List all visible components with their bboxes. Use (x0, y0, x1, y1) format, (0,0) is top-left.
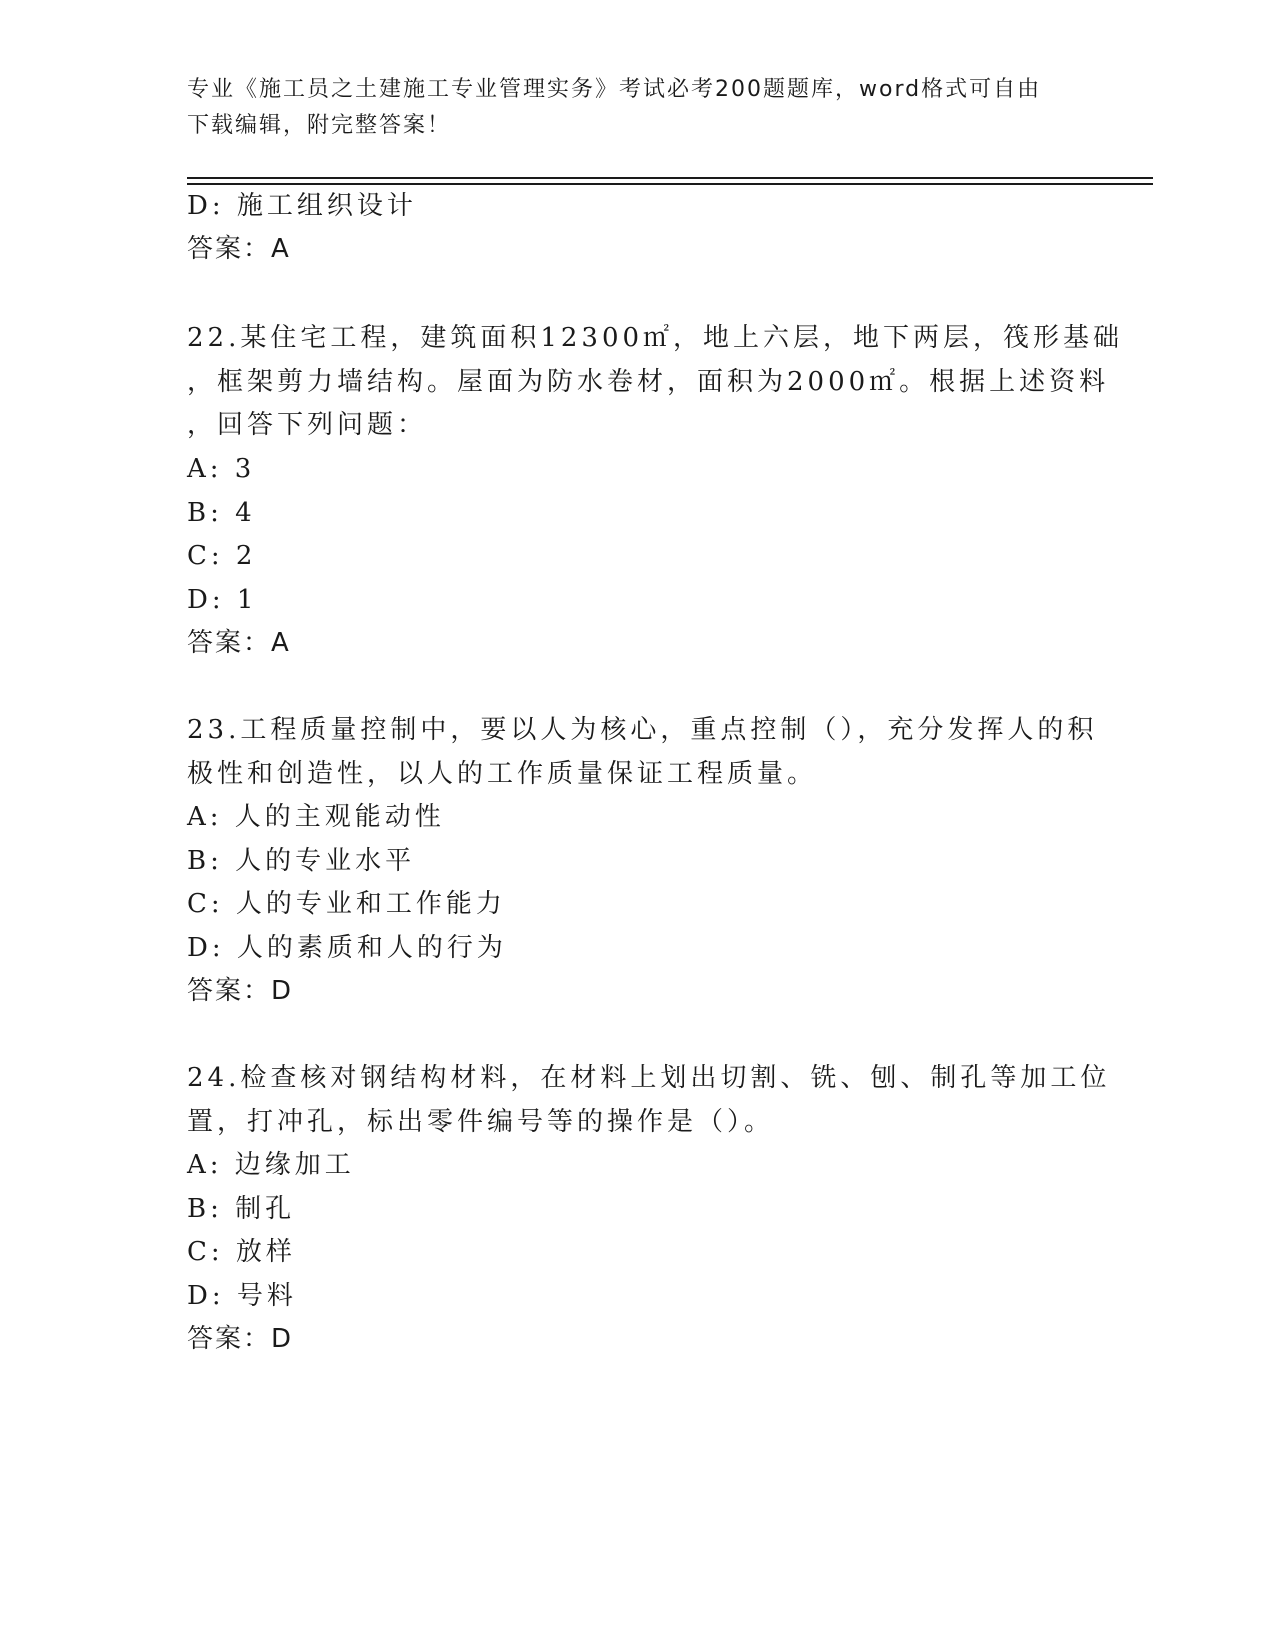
q22-stem-line-1: 22.某住宅工程，建筑面积12300㎡，地上六层，地下两层，筏形基础 (187, 323, 1124, 353)
q21-option-d: D: 施工组织设计 (187, 191, 417, 221)
q24-option-a: A: 边缘加工 (187, 1150, 355, 1180)
header-line-1: 专业《施工员之土建施工专业管理实务》考试必考200题题库，word格式可自由 (187, 77, 1042, 102)
q24-answer: 答案：D (187, 1324, 294, 1354)
q24-stem-line-2: 置，打冲孔，标出零件编号等的操作是（）。 (187, 1107, 775, 1137)
q23-option-c: C: 人的专业和工作能力 (187, 889, 506, 919)
q24-stem-line-1: 24.检查核对钢结构材料，在材料上划出切割、铣、刨、制孔等加工位 (187, 1063, 1111, 1093)
q22-option-a: A: 3 (187, 454, 256, 484)
q24-option-c: C: 放样 (187, 1237, 296, 1267)
q22-stem-line-3: ，回答下列问题： (187, 410, 428, 440)
q22-answer: 答案：A (187, 628, 291, 658)
q22-option-d: D: 1 (187, 585, 258, 615)
q24-option-b: B: 制孔 (187, 1194, 296, 1224)
header-line-2: 下载编辑，附完整答案！ (187, 113, 452, 138)
q23-option-b: B: 人的专业水平 (187, 846, 416, 876)
header-divider-bottom (187, 183, 1153, 185)
q24-option-d: D: 号料 (187, 1281, 297, 1311)
header-divider-top (187, 177, 1153, 179)
q21-answer: 答案：A (187, 234, 291, 264)
q22-option-c: C: 2 (187, 541, 257, 571)
q22-stem-line-2: ，框架剪力墙结构。屋面为防水卷材，面积为2000㎡。根据上述资料 (187, 367, 1110, 397)
q23-option-d: D: 人的素质和人的行为 (187, 933, 507, 963)
q23-stem-line-1: 23.工程质量控制中，要以人为核心，重点控制（），充分发挥人的积 (187, 715, 1098, 745)
q23-option-a: A: 人的主观能动性 (187, 802, 445, 832)
q23-answer: 答案：D (187, 976, 294, 1006)
q23-stem-line-2: 极性和创造性，以人的工作质量保证工程质量。 (187, 759, 818, 789)
document-header (187, 72, 1087, 144)
q22-option-b: B: 4 (187, 498, 256, 528)
